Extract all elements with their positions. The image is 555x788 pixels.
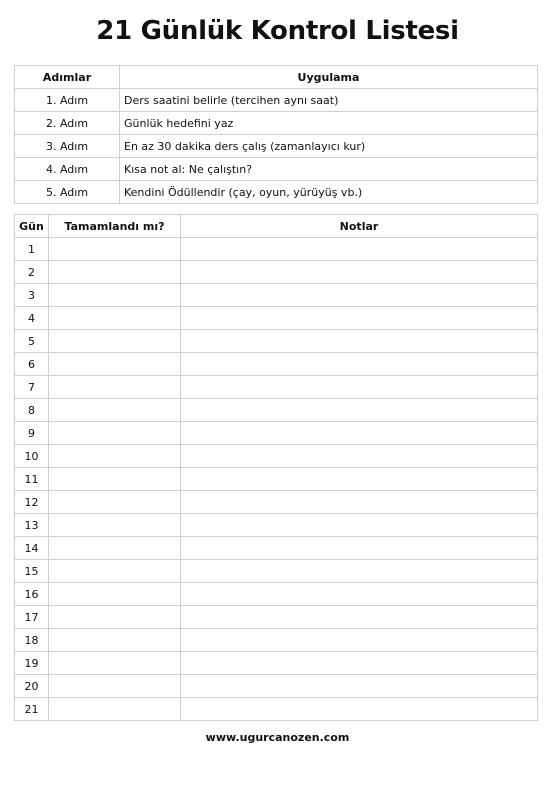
day-number: 3 (15, 284, 49, 307)
step-application: Kısa not al: Ne çalıştın? (120, 158, 538, 181)
day-number: 10 (15, 445, 49, 468)
day-completed-cell[interactable] (49, 583, 181, 606)
day-notes-cell[interactable] (181, 468, 538, 491)
days-header-notes: Notlar (181, 215, 538, 238)
day-number: 18 (15, 629, 49, 652)
day-row (15, 376, 538, 399)
day-completed-cell[interactable] (49, 560, 181, 583)
step-label: 2. Adım (15, 112, 120, 135)
day-completed-cell[interactable] (49, 468, 181, 491)
day-completed-cell[interactable] (49, 629, 181, 652)
step-label: 4. Adım (15, 158, 120, 181)
steps-header-step: Adımlar (15, 66, 120, 89)
day-row (15, 468, 538, 491)
day-notes-cell[interactable] (181, 422, 538, 445)
day-completed-cell[interactable] (49, 399, 181, 422)
day-completed-cell[interactable] (49, 514, 181, 537)
day-row (15, 652, 538, 675)
step-application: Ders saatini belirle (tercihen aynı saat) (120, 89, 538, 112)
step-row (15, 112, 538, 135)
day-notes-cell[interactable] (181, 652, 538, 675)
step-label: 5. Adım (15, 181, 120, 204)
steps-table (14, 65, 538, 204)
day-completed-cell[interactable] (49, 261, 181, 284)
day-notes-cell[interactable] (181, 330, 538, 353)
day-number: 14 (15, 537, 49, 560)
day-number: 12 (15, 491, 49, 514)
steps-header-application: Uygulama (120, 66, 538, 89)
day-number: 5 (15, 330, 49, 353)
day-notes-cell[interactable] (181, 307, 538, 330)
day-row (15, 491, 538, 514)
step-application: Kendini Ödüllendir (çay, oyun, yürüyüş vb.) (120, 181, 538, 204)
step-application: En az 30 dakika ders çalış (zamanlayıcı kur) (120, 135, 538, 158)
day-number: 8 (15, 399, 49, 422)
day-notes-cell[interactable] (181, 376, 538, 399)
day-row (15, 330, 538, 353)
day-row (15, 238, 538, 261)
day-completed-cell[interactable] (49, 422, 181, 445)
day-number: 21 (15, 698, 49, 721)
day-row (15, 675, 538, 698)
day-row (15, 698, 538, 721)
day-completed-cell[interactable] (49, 376, 181, 399)
day-notes-cell[interactable] (181, 606, 538, 629)
day-row (15, 307, 538, 330)
step-label: 3. Adım (15, 135, 120, 158)
day-row (15, 560, 538, 583)
day-notes-cell[interactable] (181, 514, 538, 537)
day-notes-cell[interactable] (181, 238, 538, 261)
day-notes-cell[interactable] (181, 284, 538, 307)
day-number: 1 (15, 238, 49, 261)
day-completed-cell[interactable] (49, 330, 181, 353)
day-notes-cell[interactable] (181, 537, 538, 560)
day-notes-cell[interactable] (181, 399, 538, 422)
step-row (15, 89, 538, 112)
day-row (15, 514, 538, 537)
day-notes-cell[interactable] (181, 445, 538, 468)
day-completed-cell[interactable] (49, 353, 181, 376)
day-completed-cell[interactable] (49, 606, 181, 629)
day-completed-cell[interactable] (49, 445, 181, 468)
day-completed-cell[interactable] (49, 307, 181, 330)
day-row (15, 537, 538, 560)
day-number: 9 (15, 422, 49, 445)
days-header-completed: Tamamlandı mı? (49, 215, 181, 238)
step-row (15, 158, 538, 181)
day-number: 15 (15, 560, 49, 583)
day-notes-cell[interactable] (181, 261, 538, 284)
day-completed-cell[interactable] (49, 652, 181, 675)
days-header-day: Gün (15, 215, 49, 238)
step-row (15, 181, 538, 204)
day-number: 6 (15, 353, 49, 376)
day-number: 7 (15, 376, 49, 399)
day-completed-cell[interactable] (49, 698, 181, 721)
day-number: 20 (15, 675, 49, 698)
day-row (15, 353, 538, 376)
day-notes-cell[interactable] (181, 629, 538, 652)
day-completed-cell[interactable] (49, 675, 181, 698)
days-header-row (15, 215, 538, 238)
day-completed-cell[interactable] (49, 537, 181, 560)
day-row (15, 445, 538, 468)
step-row (15, 135, 538, 158)
day-row (15, 399, 538, 422)
day-completed-cell[interactable] (49, 238, 181, 261)
day-notes-cell[interactable] (181, 698, 538, 721)
step-label: 1. Adım (15, 89, 120, 112)
day-notes-cell[interactable] (181, 675, 538, 698)
day-completed-cell[interactable] (49, 284, 181, 307)
day-number: 4 (15, 307, 49, 330)
day-number: 11 (15, 468, 49, 491)
footer-website[interactable]: www.ugurcanozen.com (205, 731, 350, 744)
day-row (15, 261, 538, 284)
day-number: 13 (15, 514, 49, 537)
step-application: Günlük hedefini yaz (120, 112, 538, 135)
day-row (15, 606, 538, 629)
day-number: 2 (15, 261, 49, 284)
steps-header-row (15, 66, 538, 89)
page-title: 21 Günlük Kontrol Listesi (96, 16, 459, 46)
days-table (14, 214, 538, 721)
day-row (15, 284, 538, 307)
day-number: 17 (15, 606, 49, 629)
day-number: 16 (15, 583, 49, 606)
day-notes-cell[interactable] (181, 560, 538, 583)
day-row (15, 629, 538, 652)
day-completed-cell[interactable] (49, 491, 181, 514)
day-notes-cell[interactable] (181, 583, 538, 606)
day-row (15, 422, 538, 445)
day-number: 19 (15, 652, 49, 675)
day-notes-cell[interactable] (181, 353, 538, 376)
day-notes-cell[interactable] (181, 491, 538, 514)
day-row (15, 583, 538, 606)
